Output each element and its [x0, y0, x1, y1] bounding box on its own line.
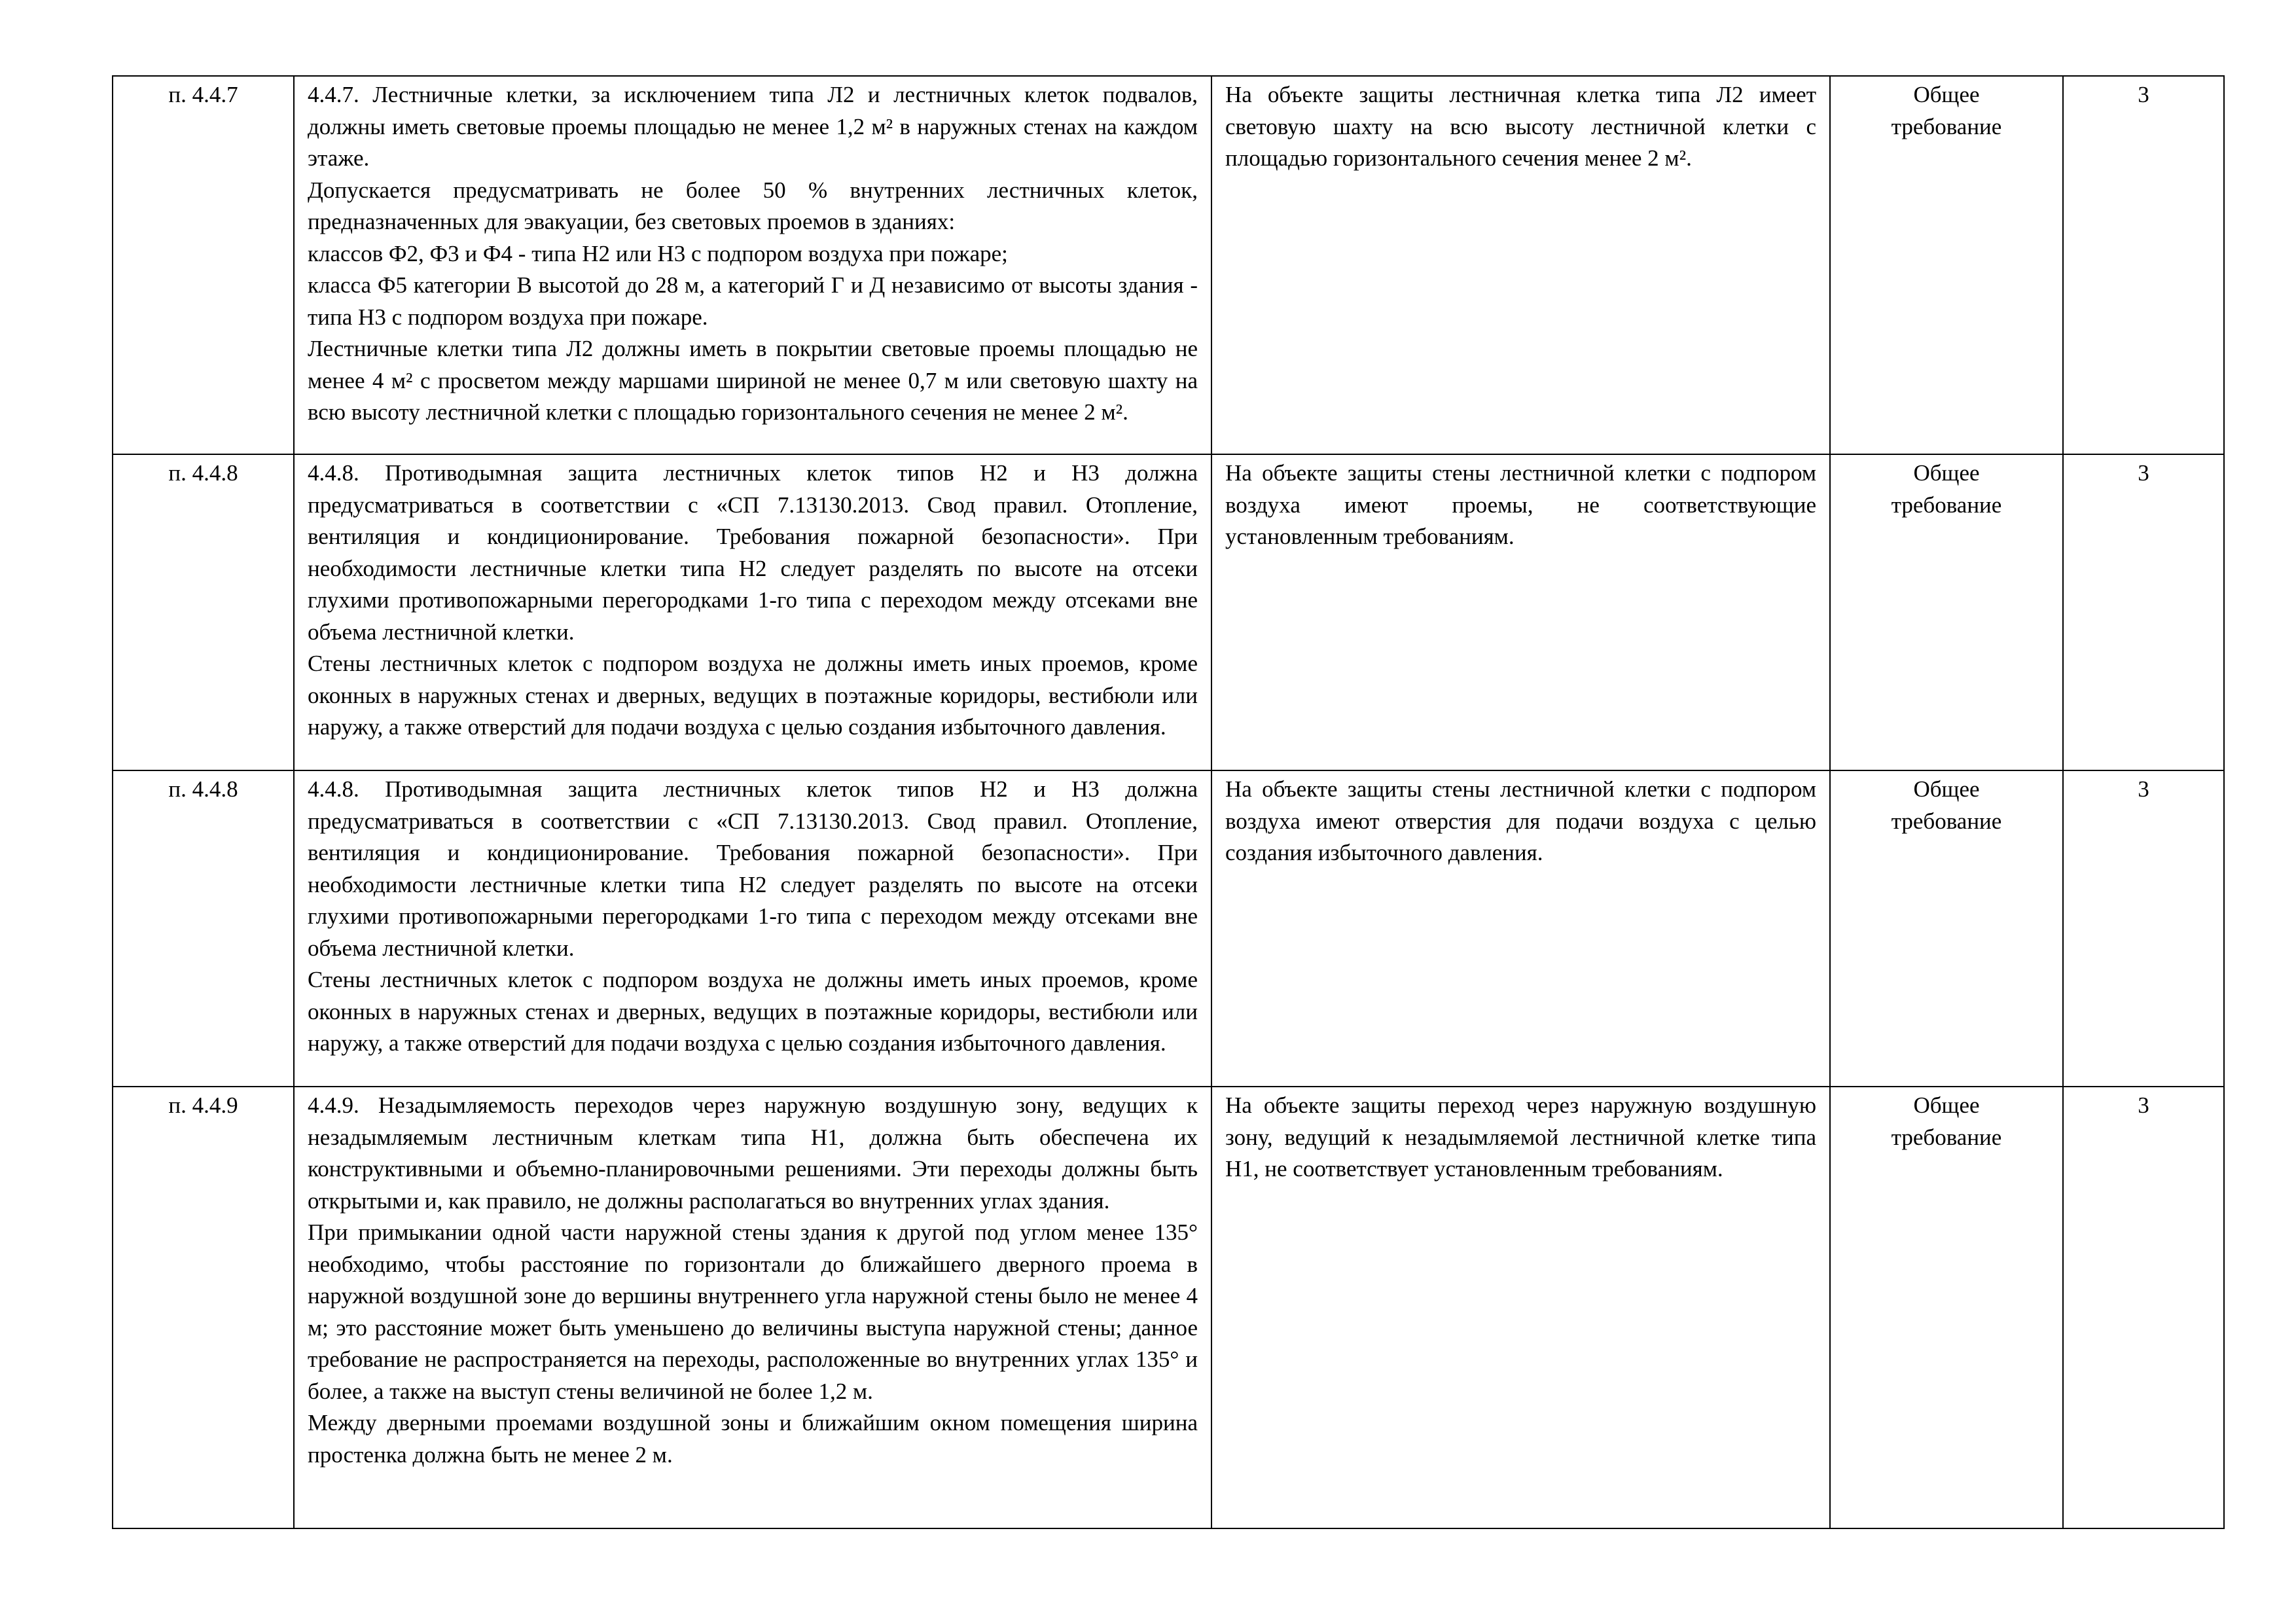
- requirement-paragraph: 4.4.8. Противодымная защита лестничных клеток типов Н2 и Н3 должна предусматриваться в соответствии с «СП 7.13130.2013. Свод правил. Отопление, вентиляция и кондиционирование. Требования пожарной безопасности». При необходимости лестничные клетки типа Н2 следует разделять по высоте на отсеки глухими противопожарными перегородками 1-го типа с переходом между отсеками вне объема лестничной клетки.: [308, 460, 1198, 645]
- clause-number-cell: [113, 770, 294, 1087]
- clause-number: п. 4.4.8: [168, 776, 238, 802]
- clause-number-cell: [113, 454, 294, 770]
- requirement-type-line: требование: [1891, 492, 2002, 518]
- requirement-type-line: Общее: [1913, 776, 1980, 802]
- finding-cell: [1211, 76, 1830, 454]
- clause-number: п. 4.4.9: [168, 1092, 238, 1118]
- requirement-paragraph: классов Ф2, Ф3 и Ф4 - типа Н2 или Н3 с подпором воздуха при пожаре;: [308, 240, 1008, 266]
- finding-cell: [1211, 770, 1830, 1087]
- requirement-type-cell: [1830, 76, 2063, 454]
- finding-text: На объекте защиты стены лестничной клетки с подпором воздуха имеют отверстия для подачи воздуха с целью создания избыточного давления.: [1225, 776, 1816, 865]
- table-row: [113, 76, 2224, 454]
- category-cell: [2063, 770, 2224, 1087]
- requirement-cell: [294, 1087, 1211, 1528]
- finding-text: На объекте защиты лестничная клетка типа Л2 имеет световую шахту на всю высоту лестничной клетки с площадью горизонтального сечения менее 2 м².: [1225, 82, 1816, 171]
- finding-cell: [1211, 454, 1830, 770]
- category-value: 3: [2138, 776, 2149, 802]
- finding-text: На объекте защиты переход через наружную воздушную зону, ведущий к незадымляемой лестничной клетке типа Н1, не соответствует установленным требованиям.: [1225, 1092, 1816, 1182]
- category-value: 3: [2138, 460, 2149, 486]
- requirement-paragraph: При примыкании одной части наружной стены здания к другой под углом менее 135° необходимо, чтобы расстояние по горизонтали до ближайшего дверного проема в наружной воздушной зоне до вершины внутреннего угла наружной стены было не менее 4 м; это расстояние может быть уменьшено до величины выступа наружной стены; данное требование не распространяется на переходы, расположенные во внутренних углах 135° и более, а также на выступ стены величиной не более 1,2 м.: [308, 1219, 1198, 1404]
- requirement-paragraph: Стены лестничных клеток с подпором воздуха не должны иметь иных проемов, кроме оконных в наружных стенах и дверных, ведущих в поэтажные коридоры, вестибюли или наружу, а также отверстий для подачи воздуха с целью создания избыточного давления.: [308, 651, 1198, 740]
- table-row: [113, 1087, 2224, 1528]
- requirements-table: [112, 75, 2225, 1529]
- requirement-type-cell: [1830, 770, 2063, 1087]
- finding-cell: [1211, 1087, 1830, 1528]
- requirement-type-cell: [1830, 1087, 2063, 1528]
- category-cell: [2063, 454, 2224, 770]
- requirement-type-line: требование: [1891, 808, 2002, 834]
- requirement-cell: [294, 770, 1211, 1087]
- requirement-paragraph: 4.4.8. Противодымная защита лестничных клеток типов Н2 и Н3 должна предусматриваться в соответствии с «СП 7.13130.2013. Свод правил. Отопление, вентиляция и кондиционирование. Требования пожарной безопасности». При необходимости лестничные клетки типа Н2 следует разделять по высоте на отсеки глухими противопожарными перегородками 1-го типа с переходом между отсеками вне объема лестничной клетки.: [308, 776, 1198, 961]
- requirement-cell: [294, 454, 1211, 770]
- category-cell: [2063, 1087, 2224, 1528]
- finding-text: На объекте защиты стены лестничной клетки с подпором воздуха имеют проемы, не соответствующие установленным требованиям.: [1225, 460, 1816, 549]
- requirement-paragraph: Лестничные клетки типа Л2 должны иметь в покрытии световые проемы площадью не менее 4 м² с просветом между маршами шириной не менее 0,7 м или световую шахту на всю высоту лестничной клетки с площадью горизонтального сечения не менее 2 м².: [308, 336, 1198, 425]
- requirement-paragraph: Между дверными проемами воздушной зоны и ближайшим окном помещения ширина простенка должна быть не менее 2 м.: [308, 1410, 1198, 1468]
- requirement-type-line: Общее: [1913, 460, 1980, 486]
- table-row: [113, 770, 2224, 1087]
- requirement-paragraph: Допускается предусматривать не более 50 % внутренних лестничных клеток, предназначенных для эвакуации, без световых проемов в зданиях:: [308, 177, 1198, 234]
- table-row: [113, 454, 2224, 770]
- requirement-type-line: требование: [1891, 113, 2002, 139]
- requirement-paragraph: Стены лестничных клеток с подпором воздуха не должны иметь иных проемов, кроме оконных в наружных стенах и дверных, ведущих в поэтажные коридоры, вестибюли или наружу, а также отверстий для подачи воздуха с целью создания избыточного давления.: [308, 967, 1198, 1056]
- category-value: 3: [2138, 82, 2149, 107]
- requirement-paragraph: 4.4.7. Лестничные клетки, за исключением типа Л2 и лестничных клеток подвалов, должны иметь световые проемы площадью не менее 1,2 м² в наружных стенах на каждом этаже.: [308, 82, 1198, 171]
- category-value: 3: [2138, 1092, 2149, 1118]
- category-cell: [2063, 76, 2224, 454]
- clause-number-cell: [113, 1087, 294, 1528]
- requirement-paragraph: класса Ф5 категории В высотой до 28 м, а категорий Г и Д независимо от высоты здания - типа Н3 с подпором воздуха при пожаре.: [308, 272, 1198, 330]
- requirement-paragraph: 4.4.9. Незадымляемость переходов через наружную воздушную зону, ведущих к незадымляемым лестничным клеткам типа Н1, должна быть обеспечена их конструктивными и объемно-планировочными решениями. Эти переходы должны быть открытыми и, как правило, не должны располагаться во внутренних углах здания.: [308, 1092, 1198, 1214]
- requirement-type-cell: [1830, 454, 2063, 770]
- requirement-type-line: Общее: [1913, 1092, 1980, 1118]
- requirement-cell: [294, 76, 1211, 454]
- clause-number: п. 4.4.8: [168, 460, 238, 486]
- requirement-type-line: Общее: [1913, 82, 1980, 107]
- clause-number: п. 4.4.7: [168, 82, 238, 107]
- clause-number-cell: [113, 76, 294, 454]
- requirement-type-line: требование: [1891, 1124, 2002, 1150]
